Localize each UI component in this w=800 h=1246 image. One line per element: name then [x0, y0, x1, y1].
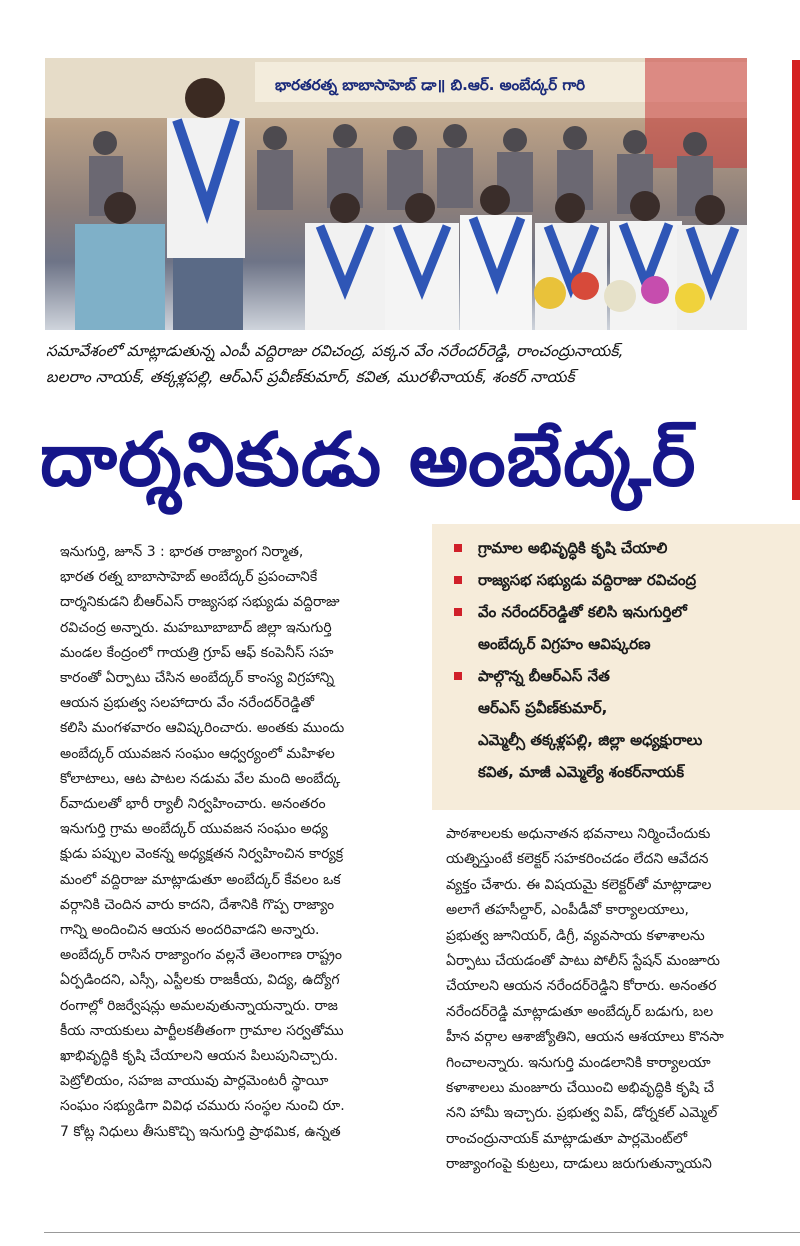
text-line: రంగాల్లో రిజర్వేషన్లు అమలవుతున్నాయన్నారు. రాజ — [60, 997, 338, 1014]
caption-line-1: సమావేశంలో మాట్లాడుతున్న ఎంపీ వద్దిరాజు రవిచంద్ర, పక్కన వేం నరేందర్‌రెడ్డి, రాంచంద్రునాయక్, — [46, 342, 624, 360]
highlight-text: అంబేద్కర్ విగ్రహం ఆవిష్కరణ — [478, 635, 651, 653]
text-line: దార్శనికుడని బీఆర్ఎస్ రాజ్యసభ సభ్యుడు వద్దిరాజు — [60, 594, 340, 611]
highlight-bullet — [454, 672, 462, 680]
bottom-rule — [44, 1232, 800, 1233]
text-line: అంబేద్కర్ రాసిన రాజ్యాంగం వల్లనే తెలంగాణ రాష్ట్రం — [60, 947, 342, 964]
text-line: నని హామీ ఇచ్చారు. ప్రభుత్వ విప్, డోర్నకల్ ఎమ్మెల్ — [446, 1105, 718, 1122]
text-line: ర్‌వాదులతో భారీ ర్యాలీ నిర్వహించారు. అనంతరం — [60, 796, 326, 813]
text-line: వ్యక్తం చేశారు. ఈ విషయమై కలెక్టర్‌తో మాట్లాడాల — [446, 876, 712, 893]
highlight-bullet — [454, 608, 462, 616]
text-line: వర్గానికి చెందిన వారు కాదని, దేశానికి గొప్ప రాజ్యాం — [60, 896, 335, 913]
highlight-bullet — [454, 544, 462, 552]
news-photo — [45, 58, 747, 330]
highlight-text: కవిత, మాజీ ఎమ్మెల్యే శంకర్‌నాయక్ — [478, 763, 685, 781]
text-line: రాజ్యాంగంపై కుట్రలు, దాడులు జరుగుతున్నాయని — [446, 1156, 712, 1173]
headline: దార్శనికుడు అంబేద్కర్ — [40, 417, 697, 503]
highlight-text: వేం నరేందర్‌రెడ్డితో కలిసి ఇనుగుర్తిలో — [478, 603, 687, 621]
text-line: కీయ నాయకులు పార్టీలకతీతంగా గ్రామాల సర్వతోము — [60, 1022, 344, 1039]
text-line: ఇనుగుర్తి గ్రామ అంబేద్కర్ యువజన సంఘం అధ్య — [60, 821, 328, 838]
text-line: నరేందర్‌రెడ్డి మాట్లాడుతూ అంబేద్కర్ బడుగు, బల — [446, 1003, 714, 1020]
text-line: సంఘం సభ్యుడిగా వివిధ చమురు సంస్థల నుంచి రూ. — [60, 1098, 345, 1115]
text-line: గించాలన్నారు. ఇనుగుర్తి మండలానికి కార్యాలయా — [446, 1054, 711, 1071]
text-line: పెట్రోలియం, సహజ వాయువు పార్లమెంటరీ స్థాయీ — [60, 1073, 329, 1090]
text-line: మంలో వద్దిరాజు మాట్లాడుతూ అంబేద్కర్ కేవలం ఒక — [60, 871, 341, 888]
highlight-text: ఎమ్మెల్సీ తక్కళ్లపల్లి, జిల్లా అధ్యక్షురాలు — [478, 731, 703, 749]
text-line: గాన్ని అందించిన ఆయన అందరివాడని అన్నారు. — [60, 922, 320, 939]
photo-illustration — [45, 58, 747, 330]
text-line: కోలాటాలు, ఆట పాటల నడుమ వేల మంది అంబేద్క — [60, 770, 341, 787]
text-line: క్షుడు పప్పుల వెంకన్న అధ్యక్షతన నిర్వహించిన కార్యక్ర — [60, 846, 344, 863]
highlight-bullet — [454, 576, 462, 584]
highlights-box — [432, 524, 800, 810]
text-line: కారంతో ఏర్పాటు చేసిన అంబేద్కర్ కాంస్య విగ్రహాన్ని — [60, 670, 335, 687]
banner-text: భారతరత్న బాబాసాహెబ్ డా॥ బి.ఆర్. అంబేద్కర్ గారి — [275, 76, 586, 94]
text-line: అంబేద్కర్ యువజన సంఘం ఆధ్వర్యంలో మహిళల — [60, 745, 335, 762]
text-line: ఏర్పాటు చేయడంతో పాటు పోలీస్ స్టేషన్ మంజూరు — [446, 953, 721, 970]
text-line: రాంచంద్రునాయక్ మాట్లాడుతూ పార్లమెంట్‌లో — [446, 1130, 688, 1147]
highlight-text: ఆర్ఎస్ ప్రవీణ్‌కుమార్, — [478, 699, 608, 717]
text-line: యత్నిస్తుంటే కలెక్టర్ సహకరించడం లేదని ఆవేదన — [446, 851, 709, 868]
text-line: హీన వర్గాల ఆశాజ్యోతిని, ఆయన ఆశయాలు కొనసా — [446, 1029, 724, 1046]
highlight-text: పాల్గొన్న బీఆర్ఎస్ నేత — [478, 667, 610, 685]
photo-caption — [46, 338, 756, 390]
text-line: 7 కోట్ల నిధులు తీసుకొచ్చి ఇనుగుర్తి ప్రాథమిక, ఉన్నత — [60, 1123, 341, 1140]
text-line: ప్రభుత్వ జూనియర్, డిగ్రీ, వ్యవసాయ కళాశాలను — [446, 927, 705, 944]
text-line: భారత రత్న బాబాసాహెబ్ అంబేద్కర్ ప్రపంచానికే — [60, 569, 318, 586]
text-line: కళాశాలలు మంజూరు చేయించి అభివృద్ధికి కృషి చే — [446, 1080, 715, 1097]
text-line: రవిచంద్ర అన్నారు. మహబూబాబాద్ జిల్లా ఇనుగుర్తి — [60, 619, 332, 636]
lead-column — [60, 540, 432, 1145]
caption-line-2: బలరాం నాయక్, తక్కళ్లపల్లి, ఆర్ఎస్ ప్రవీణ్‌కుమార్, కవిత, మురళీనాయక్, శంకర్ నాయక్ — [46, 368, 575, 386]
second-column — [446, 822, 800, 1178]
text-line: ఖాభివృద్ధికి కృషి చేయాలని ఆయన పిలుపునిచ్చారు. — [60, 1048, 339, 1065]
text-line: కలిసి మంగళవారం ఆవిష్కరించారు. అంతకు ముందు — [60, 720, 345, 737]
accent-bar — [792, 60, 800, 500]
text-line: ఆయన ప్రభుత్వ సలహాదారు వేం నరేందర్‌రెడ్డితో — [60, 695, 315, 712]
highlight-text: రాజ్యసభ సభ్యుడు వద్దిరాజు రవిచంద్ర — [478, 571, 697, 589]
text-line: ఏర్పడిందని, ఎస్సీ, ఎస్టీలకు రాజకీయ, విద్య, ఉద్యోగ — [60, 972, 340, 989]
text-line: పాఠశాలలకు అధునాతన భవనాలు నిర్మించేందుకు — [446, 826, 711, 842]
text-line: మండల కేంద్రంలో గాయత్రి గ్రూప్ ఆఫ్ కంపెనీస్ సహ — [60, 644, 334, 661]
text-line: అలాగే తహసీల్దార్, ఎంపీడీవో కార్యాలయాలు, — [446, 902, 689, 919]
text-line: చేయాలని ఆయన నరేందర్‌రెడ్డిని కోరారు. అనంతర — [446, 978, 717, 995]
text-line: ఇనుగుర్తి, జూన్ 3 : భారత రాజ్యాంగ నిర్మాత, — [60, 544, 304, 560]
highlight-text: గ్రామాల అభివృద్ధికి కృషి చేయాలి — [478, 539, 668, 557]
